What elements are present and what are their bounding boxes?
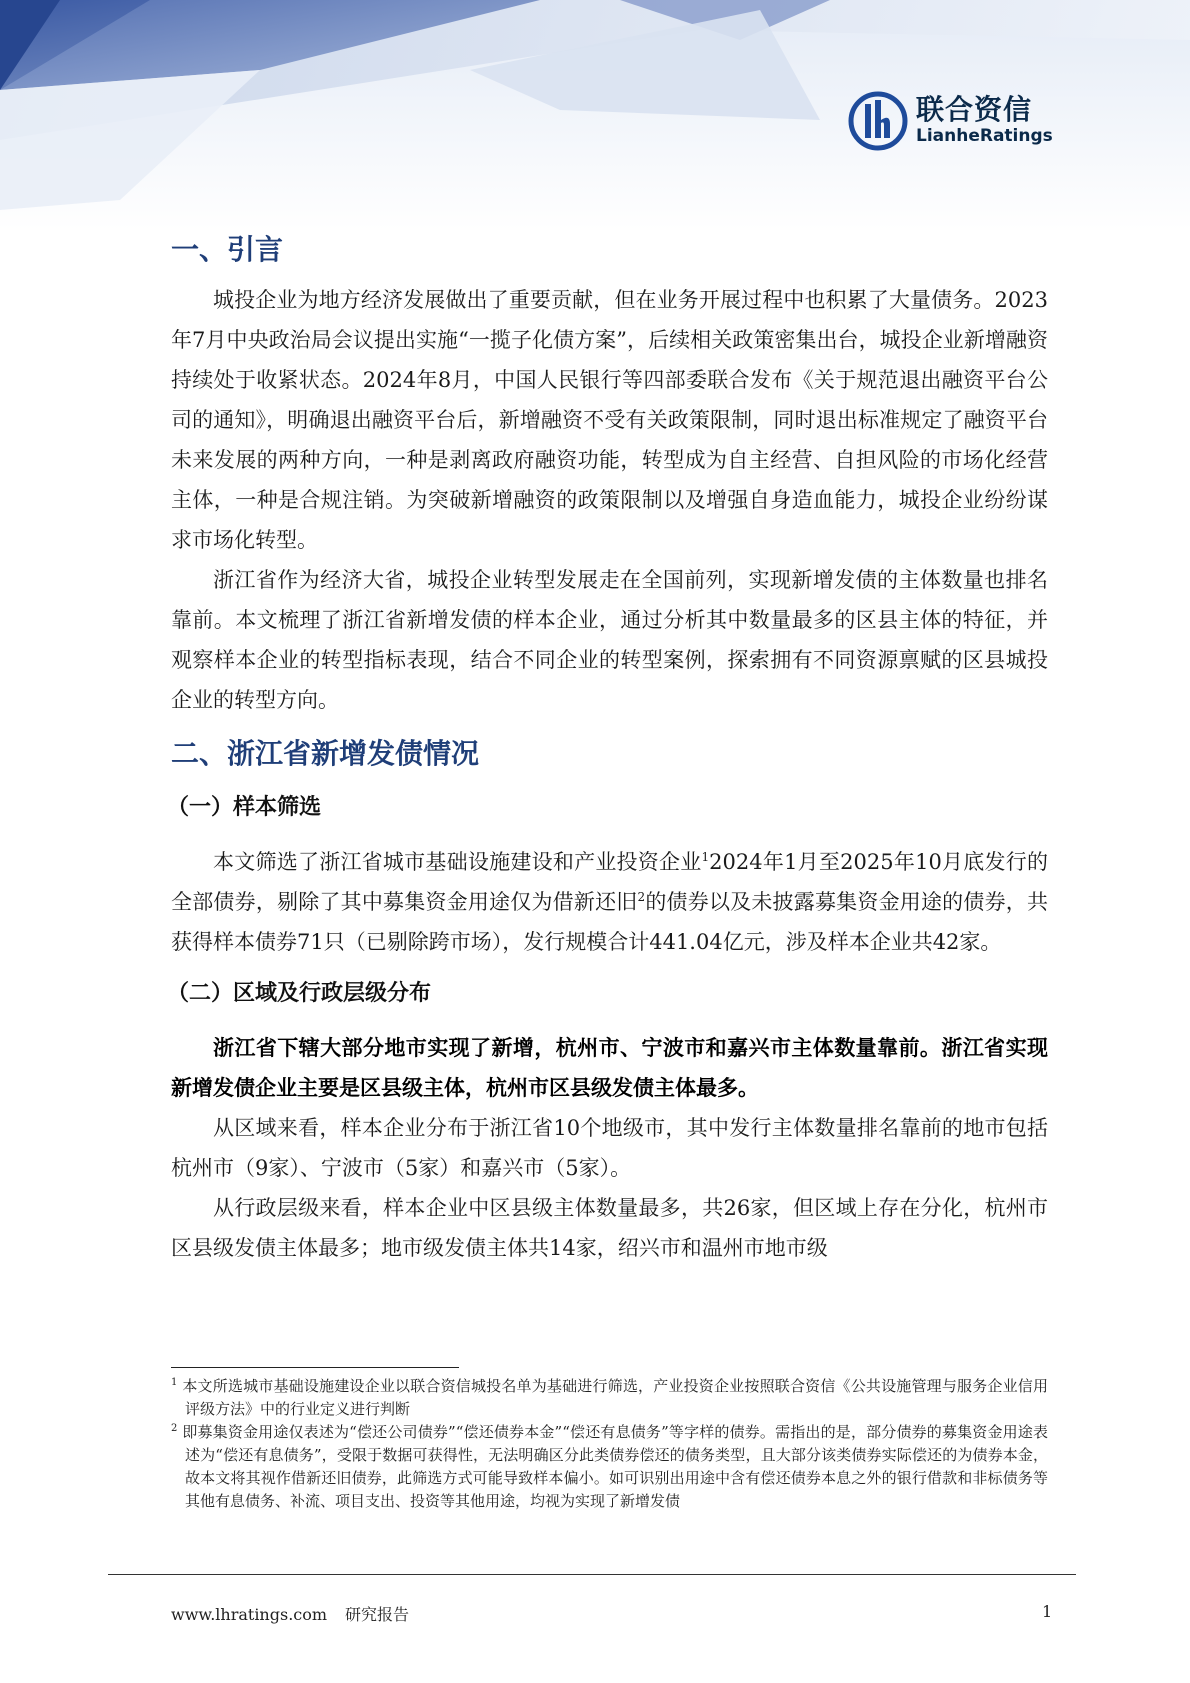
subsection-heading-sample: （一）样本筛选: [167, 795, 322, 820]
page-number: 1: [1042, 1602, 1053, 1621]
region-paragraph-1: 从区域来看，样本企业分布于浙江省10个地级市，其中发行主体数量排名靠前的地市包括杭州市（9家）、宁波市（5家）和嘉兴市（5家）。: [171, 1116, 1048, 1180]
report-body: [167, 226, 1049, 1268]
intro-paragraph-2: 浙江省作为经济大省，城投企业转型发展走在全国前列，实现新增发债的主体数量也排名靠前。本文梳理了浙江省新增发债的样本企业，通过分析其中数量最多的区县主体的特征，并观察样本企业的转型指标表现，结合不同企业的转型案例，探索拥有不同资源禀赋的区县城投企业的转型方向。: [171, 568, 1048, 712]
sample-text-part1: 本文筛选了浙江省城市基础设施建设和产业投资企业: [213, 850, 702, 874]
footer-divider: [108, 1574, 1076, 1575]
lh-logo-icon: [848, 90, 908, 152]
footnote-ref-1[interactable]: 1: [701, 850, 710, 864]
region-summary-bold: 浙江省下辖大部分地市实现了新增，杭州市、宁波市和嘉兴市主体数量靠前。浙江省实现新增发债企业主要是区县级主体，杭州市区县级发债主体最多。: [171, 1035, 1048, 1100]
footnote-divider: [171, 1367, 459, 1368]
section-heading-zhejiang: 二、浙江省新增发债情况: [171, 737, 480, 770]
footnote-2: [171, 1421, 1048, 1513]
brand-logo: [848, 88, 1058, 158]
intro-paragraph-1: 城投企业为地方经济发展做出了重要贡献，但在业务开展过程中也积累了大量债务。2023年7月中央政治局会议提出实施“一揽子化债方案”，后续相关政策密集出台，城投企业新增融资持续处于收紧状态。2024年8月，中国人民银行等四部委联合发布《关于规范退出融资平台公司的通知》，明确退出融资平台后，新增融资不受有关政策限制，同时退出标准规定了融资平台未来发展的两种方向，一种是剥离政府融资功能，转型成为自主经营、自担风险的市场化经营主体，一种是合规注销。为突破新增融资的政策限制以及增强自身造血能力，城投企业纷纷谋求市场化转型。: [171, 288, 1048, 552]
region-paragraph-2: 从行政层级来看，样本企业中区县级主体数量最多，共26家，但区域上存在分化，杭州市区县级发债主体最多；地市级发债主体共14家，绍兴市和温州市地市级: [171, 1196, 1048, 1260]
brand-name-cn: 联合资信: [916, 93, 1033, 126]
footnotes: [171, 1375, 1048, 1513]
footer-doc-type: 研究报告: [345, 1605, 410, 1624]
footnote-1-number: 1: [171, 1377, 178, 1388]
sample-text-part3: 的债券以及未披露募集资金用途的债券，共获得样本债券71只（已剔除跨市场），发行规模合计441.04亿元，涉及样本企业共42家。: [171, 890, 1048, 954]
footnote-2-number: 2: [171, 1423, 178, 1434]
sample-text-part2: 2024年1月至2025年10月底发行的全部债券，剔除了其中募集资金用途仅为借新还旧: [171, 850, 1049, 914]
section-heading-intro: 一、引言: [171, 233, 284, 266]
subsection-heading-region: （二）区域及行政层级分布: [167, 981, 432, 1006]
footnote-1: [171, 1375, 1048, 1421]
footnote-1-text: 本文所选城市基础设施建设企业以联合资信城投名单为基础进行筛选，产业投资企业按照联合资信《公共设施管理与服务企业信用评级方法》中的行业定义进行判断: [182, 1377, 1048, 1418]
footer-website-link[interactable]: www.lhratings.com: [171, 1605, 328, 1624]
sample-paragraph: [171, 842, 1048, 962]
footnote-2-text: 即募集资金用途仅表述为“偿还公司债券”“偿还债券本金”“偿还有息债务”等字样的债券。需指出的是，部分债券的募集资金用途表述为“偿还有息债务”，受限于数据可获得性，无法明确区分此类债券偿还的债务类型，且大部分该类债券实际偿还的为债券本金，故本文将其视作借新还旧债券，此筛选方式可能导致样本偏小。如可识别出用途中含有偿还债券本息之外的银行借款和非标债务等其他有息债务、补流、项目支出、投资等其他用途，均视为实现了新增发债: [182, 1423, 1048, 1510]
page-footer: [171, 1602, 427, 1625]
footnote-ref-2[interactable]: 2: [637, 890, 646, 904]
brand-name-en: LianheRatings: [916, 126, 1053, 146]
